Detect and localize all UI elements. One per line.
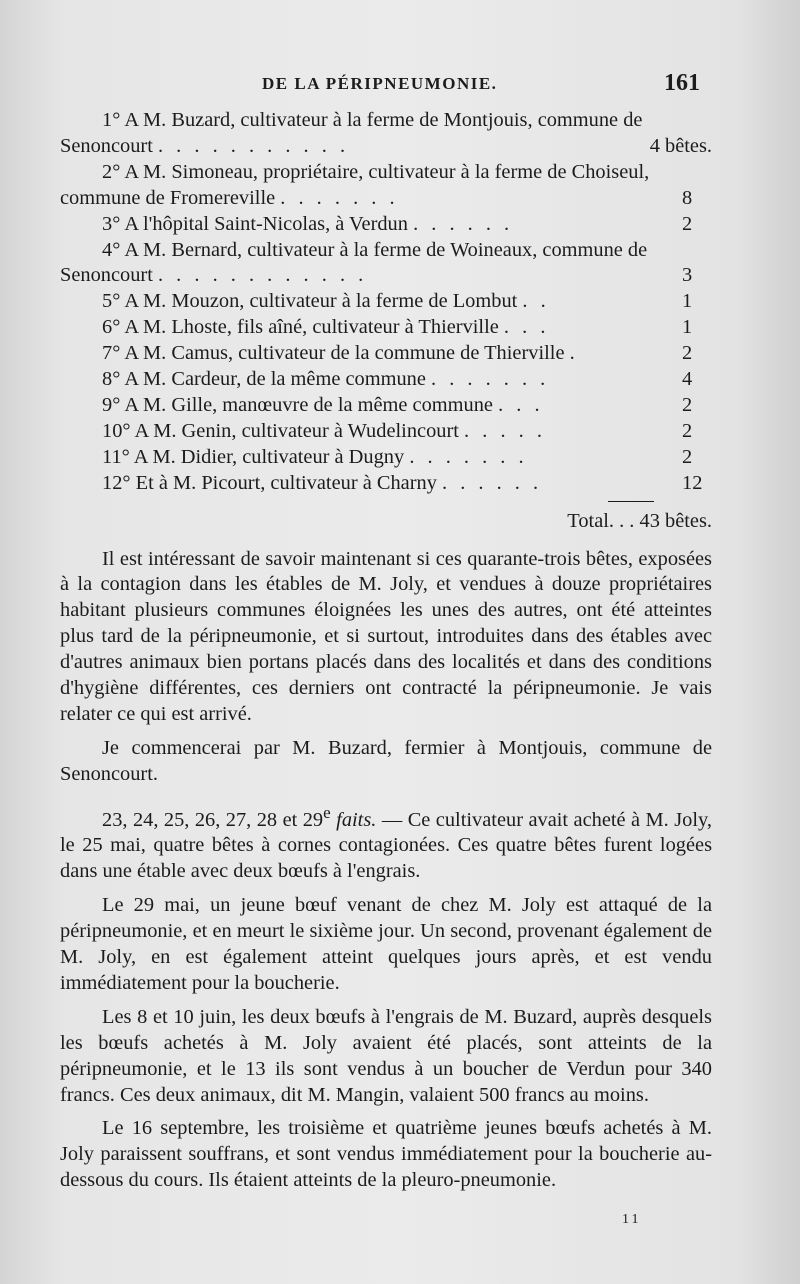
entry-count: 2 [682, 445, 693, 468]
entry-count: 2 [682, 212, 693, 235]
leader-dots: . . . . . . [413, 212, 514, 235]
entry-text: 4° A M. Bernard, cultivateur à la ferme de Woineaux, commune de Senoncourt [60, 238, 648, 287]
entry-text: 11° A M. Didier, cultivateur à Dugny [102, 445, 405, 468]
ledger-total [60, 509, 712, 535]
facts-ordinal: e [323, 802, 331, 822]
ledger-entry [60, 471, 712, 497]
entry-count: 1 [682, 290, 693, 313]
sum-line [608, 501, 654, 502]
entry-count: 1 [682, 316, 693, 339]
entry-text: 2° A M. Simoneau, propriétaire, cultivateur à la ferme de Choiseul, commune de Fromereville [60, 160, 650, 209]
entry-text: 10° A M. Genin, cultivateur à Wudelincourt [102, 419, 459, 442]
ledger-entry [60, 212, 712, 238]
ledger-entry [60, 341, 712, 367]
ledger-entry [60, 419, 712, 445]
entry-text: 3° A l'hôpital Saint-Nicolas, à Verdun [102, 212, 408, 235]
paragraph: Le 29 mai, un jeune bœuf venant de chez M. Joly est attaqué de la péripneumonie, et en meurt le sixième jour. Un second, provenant également de M. Joly, en est également atteint quelques jours après, et est vendu immédiatement pour la boucherie. [60, 894, 712, 994]
ledger-entry [60, 445, 712, 471]
sales-ledger [60, 108, 712, 497]
leader-dots: . . . . . . . [431, 368, 550, 391]
entry-text: 8° A M. Cardeur, de la même commune [102, 368, 426, 391]
facts-heading: faits. [336, 808, 377, 831]
entry-text: 12° Et à M. Picourt, cultivateur à Charny [102, 471, 437, 494]
leader-dots: . . . [503, 316, 550, 339]
leader-dots: . . [522, 290, 550, 313]
entry-text: 9° A M. Gille, manœuvre de la même commune [102, 393, 493, 416]
paragraph: Les 8 et 10 juin, les deux bœufs à l'engrais de M. Buzard, auprès desquels les bœufs achetés à M. Joly avaient été placés, sont atteints de la péripneumonie, et le 13 ils sont vendus à un boucher de Verdun pour 340 francs. Ces deux animaux, dit M. Mangin, valaient 500 francs au moins. [60, 1005, 712, 1106]
entry-text: 6° A M. Lhoste, fils aîné, cultivateur à Thierville [102, 316, 499, 339]
paragraph: Le 16 septembre, les troisième et quatrième jeunes bœufs achetés à M. Joly paraissent souffrans, et sont vendus immédiatement pour la boucherie au-dessous du cours. Ils étaient atteints de la pleuro-pneumonie. [60, 1117, 712, 1192]
leader-dots: . . . . . . . . . . . [157, 134, 350, 157]
ledger-entry [60, 289, 712, 315]
entry-text: 5° A M. Mouzon, cultivateur à la ferme de Lombut [102, 290, 518, 313]
leader-dots: . . . [498, 393, 544, 416]
entry-text: 1° A M. Buzard, cultivateur à la ferme de Montjouis, commune de Senoncourt [60, 109, 643, 157]
entry-count: 12 [682, 471, 703, 494]
ledger-entry [60, 393, 712, 419]
leader-dots: . . . . . . . [409, 445, 528, 468]
total-value: 43 bêtes. [639, 509, 712, 532]
ledger-entry [60, 160, 712, 212]
leader-dots: . . . . . . [442, 471, 543, 494]
leader-dots: . . . . . . . [280, 186, 399, 209]
signature-mark: 11 [622, 1212, 642, 1227]
leader-dots: . . . . . . . . . . . . [157, 264, 368, 287]
entry-count: 2 [682, 393, 693, 416]
page-header [250, 66, 700, 106]
page-body [60, 108, 712, 1194]
entry-count: 4 [682, 368, 693, 391]
leader-dots: . [569, 342, 579, 365]
total-label: Total [567, 509, 609, 532]
ledger-entry [60, 315, 712, 341]
entry-count: 2 [682, 342, 693, 365]
total-dots: . . . [608, 509, 635, 532]
entry-count: 8 [682, 186, 693, 209]
facts-paragraph [60, 800, 712, 886]
ledger-entry [60, 238, 712, 290]
entry-count: 4 bêtes. [649, 134, 712, 157]
page-number: 161 [664, 70, 700, 96]
paragraph: Il est intéressant de savoir maintenant si ces quarante-trois bêtes, exposées à la contagion dans les étables de M. Joly, et vendues à douze propriétaires habitant plusieurs communes éloignées les unes des autres, ont été atteintes plus tard de la péripneumonie, et si surtout, introduites dans des étables avec d'autres animaux bien portans placés dans des localités et dans des conditions d'hygiène différentes, ces derniers ont contracté la péripneumonie. Je vais relater ce qui est arrivé. [60, 547, 712, 725]
total-rule [60, 497, 712, 509]
leader-dots: . . . . . [464, 419, 546, 442]
running-head: DE LA PÉRIPNEUMONIE. [262, 74, 498, 93]
ledger-entry [60, 108, 712, 160]
entry-count: 3 [682, 264, 693, 287]
facts-numbers: 23, 24, 25, 26, 27, 28 et 29 [102, 808, 324, 831]
entry-text: 7° A M. Camus, cultivateur de la commune de Thierville [102, 342, 565, 365]
ledger-entry [60, 367, 712, 393]
facts-text: — Ce cultivateur avait acheté à M. Joly, le 25 mai, quatre bêtes à cornes contagionées. Ces quatre bêtes furent logées dans une étable avec deux bœufs à l'engrais. [60, 808, 712, 883]
entry-count: 2 [682, 419, 693, 442]
paragraph: Je commencerai par M. Buzard, fermier à Montjouis, commune de Senoncourt. [60, 736, 712, 785]
